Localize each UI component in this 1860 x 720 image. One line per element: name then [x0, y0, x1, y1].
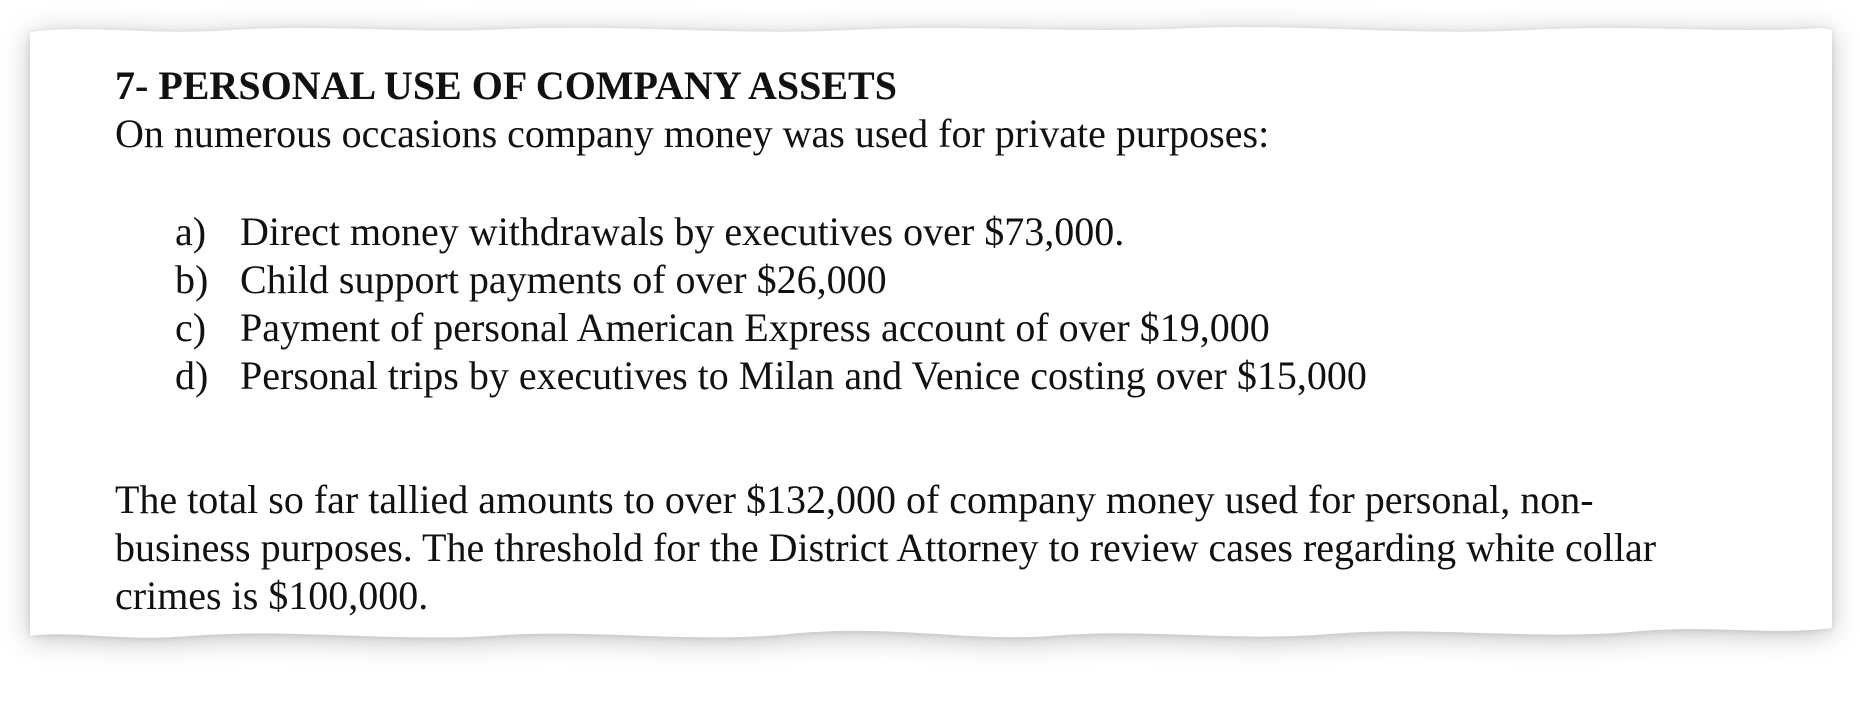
list-item-text: Personal trips by executives to Milan and Venice costing over $15,000 [240, 353, 1367, 398]
section-heading: 7- PERSONAL USE OF COMPANY ASSETS [115, 63, 897, 108]
list-item-text: Payment of personal American Express account of over $19,000 [240, 305, 1270, 350]
list-marker: c) [175, 305, 207, 350]
expense-list [175, 208, 1367, 400]
list-item [175, 208, 1367, 256]
document-excerpt [30, 24, 1832, 644]
list-marker: b) [175, 257, 209, 302]
list-marker: a) [175, 209, 207, 254]
closing-line: business purposes. The threshold for the District Attorney to review cases regarding white collar [115, 525, 1657, 570]
document-clipping [30, 24, 1832, 644]
list-marker: d) [175, 353, 209, 398]
closing-line: The total so far tallied amounts to over $132,000 of company money used for personal, non- [115, 477, 1594, 522]
closing-paragraph [115, 476, 1775, 620]
list-item-text: Child support payments of over $26,000 [240, 257, 887, 302]
list-item [175, 304, 1367, 352]
list-item-text: Direct money withdrawals by executives over $73,000. [240, 209, 1125, 254]
intro-paragraph: On numerous occasions company money was used for private purposes: [115, 111, 1270, 156]
list-item [175, 352, 1367, 400]
list-item [175, 256, 1367, 304]
closing-line: crimes is $100,000. [115, 573, 429, 618]
